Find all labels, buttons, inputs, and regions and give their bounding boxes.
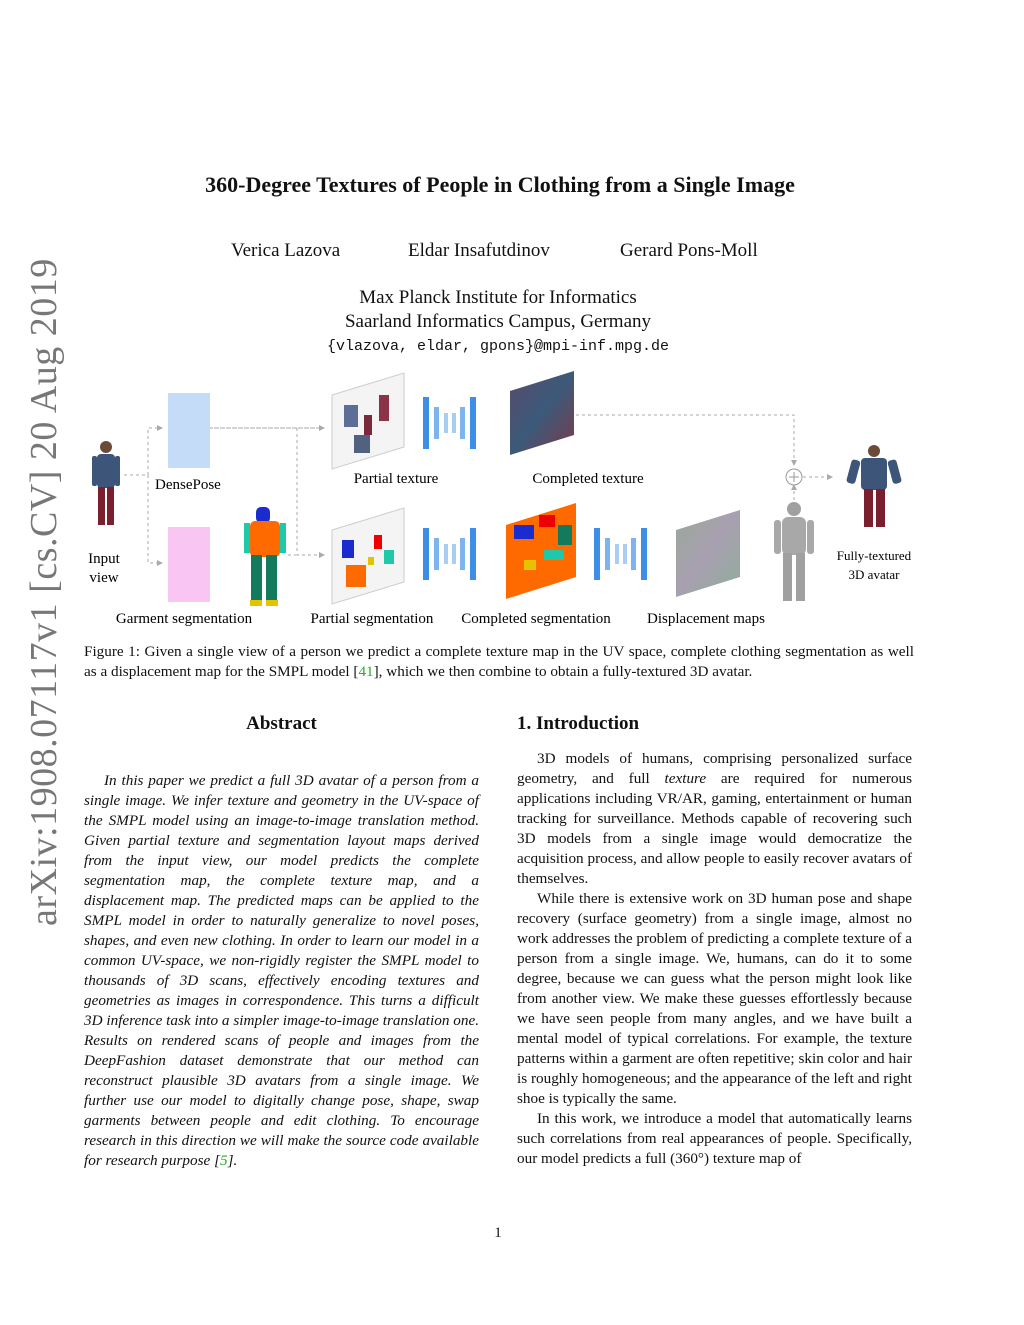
fully-textured-label-2: 3D avatar	[848, 567, 900, 582]
author-1: Verica Lazova	[231, 240, 341, 261]
densepose-block	[168, 393, 210, 468]
completed-segmentation-label: Completed segmentation	[461, 611, 611, 627]
page-number: 1	[494, 1225, 502, 1241]
paper-title: 360-Degree Textures of People in Clothing from a Single Image	[205, 172, 795, 197]
intro-paragraph-2: While there is extensive work on 3D human pose and shape recovery (surface geometry) from a single image, almost no work addresses the problem of predicting a complete texture of a person from a single image. We, humans, can do it to some degree, because we can guess what the person might look like from another view. We make these guesses effortlessly because we have seen people from many angles, and we have built a mental model of typical correlations. For example, the texture patterns within a garment are often repetitive; skin color and hair is roughly homogeneous; and the appearance of the left and right shoe is typically the same.	[517, 890, 912, 1107]
institution-campus: Saarland Informatics Campus, Germany	[344, 311, 652, 332]
partial-texture-label: Partial texture	[353, 471, 439, 487]
citation-link[interactable]: 5	[219, 1152, 228, 1169]
abstract-heading: Abstract	[246, 713, 317, 734]
institution-name: Max Planck Institute for Informatics	[359, 287, 637, 308]
completed-texture-map	[510, 371, 574, 455]
displacement-network	[594, 528, 647, 580]
partial-texture-map	[332, 373, 404, 469]
arxiv-stamp: arXiv:1908.07117v1 [cs.CV] 20 Aug 2019	[23, 258, 65, 926]
figure-1	[84, 365, 944, 640]
introduction-heading: 1. Introduction	[517, 713, 640, 734]
texture-network	[423, 397, 476, 449]
fully-textured-avatar	[846, 445, 902, 527]
garment-segmentation-label: Garment segmentation	[115, 611, 253, 627]
input-person-image	[92, 441, 120, 525]
partial-segmentation-label: Partial segmentation	[310, 611, 434, 627]
partial-segmentation-map	[332, 508, 404, 604]
input-view-label-2: view	[89, 570, 119, 586]
segmentation-network	[423, 528, 476, 580]
displacement-maps-label: Displacement maps	[647, 611, 765, 627]
displacement-map	[676, 510, 740, 597]
densepose-label: DensePose	[155, 477, 221, 493]
author-2: Eldar Insafutdinov	[408, 240, 550, 261]
author-3: Gerard Pons-Moll	[620, 240, 758, 261]
introduction-text	[517, 749, 912, 1169]
intro-paragraph-3: In this work, we introduce a model that automatically learns such correlations from real appearances of people. Specifically, our model predicts a full (360°) texture map of	[517, 1110, 912, 1167]
completed-texture-label: Completed texture	[532, 471, 644, 487]
author-emails: {vlazova, eldar, gpons}@mpi-inf.mpg.de	[326, 338, 670, 355]
figure-caption: Figure 1: Given a single view of a person we predict a complete texture map in the UV space, complete clothing segmentation as well as a displacement map for the SMPL model [41], which we then combine to obtain a fully-textured 3D avatar.	[84, 643, 914, 680]
garment-segmentation-block	[168, 527, 210, 602]
fully-textured-label: Fully-textured	[836, 548, 912, 563]
intro-paragraph-1: 3D models of humans, comprising personalized surface geometry, and full texture are required for numerous applications including VR/AR, gaming, entertainment or human tracking for surveillance. Methods capable of recovering such 3D models from a single image would democratize the acquisition process, and allow people to easily recover avatars of themselves.	[517, 750, 913, 887]
citation-link[interactable]: 41	[358, 663, 374, 680]
input-view-label: Input	[88, 551, 120, 567]
abstract-text: In this paper we predict a full 3D avatar of a person from a single image. We infer texture and geometry in the UV-space of the SMPL model using an image-to-image translation method. Given partial texture and segmentation layout maps derived from the input view, our model predicts the complete segmentation map, the complete texture map, and a displacement map. The predicted maps can be applied to the SMPL model in order to naturally generalize to novel poses, shapes, and even new clothing. In order to learn our model in a common UV-space, we non-rigidly register the SMPL model to thousands of 3D scans, effectively encoding textures and geometries as images in correspondence. This turns a difficult 3D inference task into a simpler image-to-image translation one. Results on rendered scans of people and images from the DeepFashion dataset demonstrate that our method can reconstruct plausible 3D avatars from a single image. We further use our model to digitally change pose, shape, swap garments between people and edit clothing. To encourage research in this direction we will make the source code available for research purpose [5].	[84, 772, 479, 1169]
garment-segmented-person	[244, 507, 286, 606]
smpl-body-mesh	[774, 502, 814, 601]
completed-segmentation-map	[506, 503, 576, 599]
